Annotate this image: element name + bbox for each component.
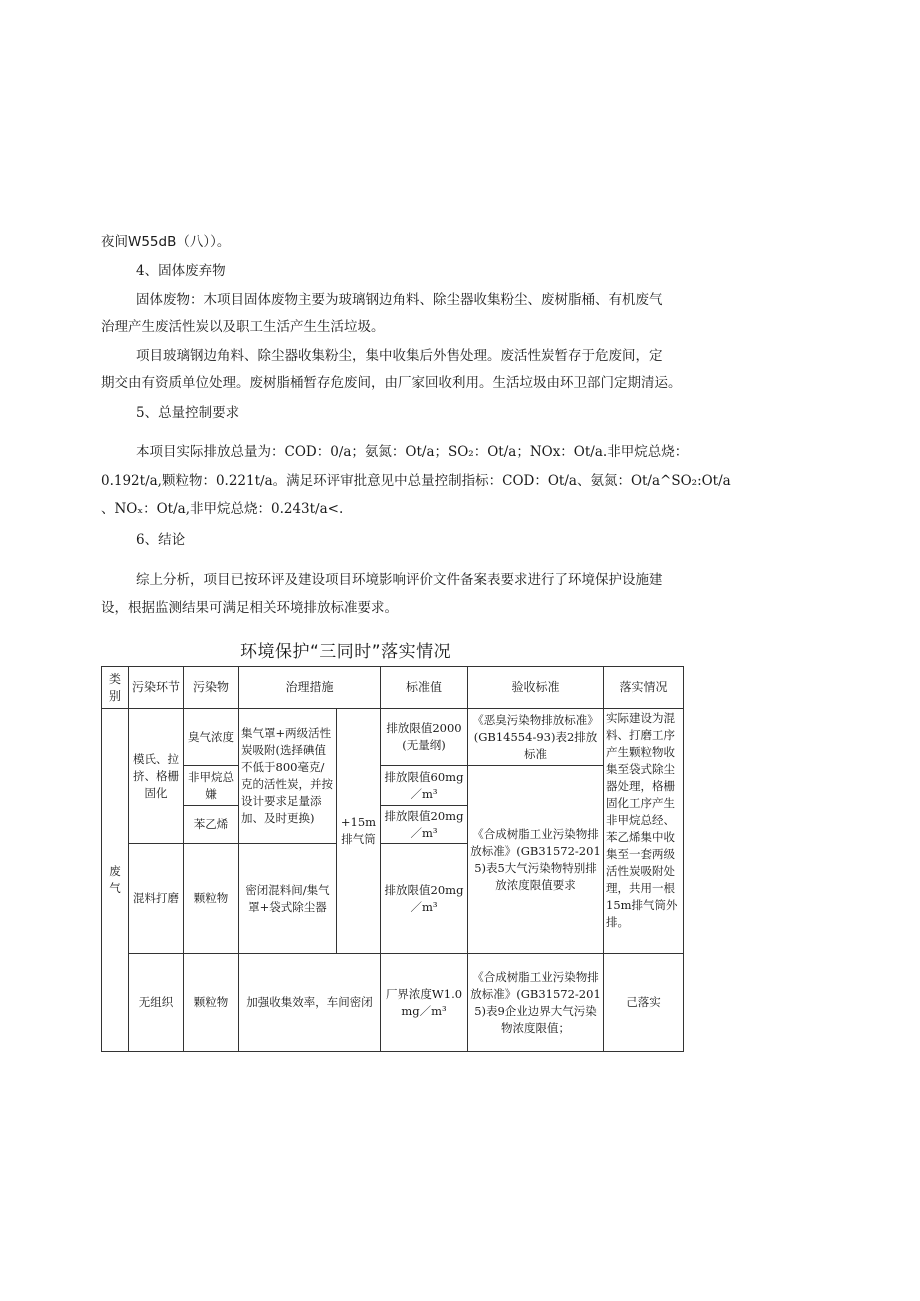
para-conclusion-2: 设，根据监测结果可满足相关环境排放标准要求。 [101, 600, 398, 616]
stack-15m-cell: +15m排气筒 [337, 709, 381, 954]
table-header-row [102, 667, 684, 709]
header-category: 类别 [102, 667, 129, 709]
heading-conclusion: 6、结论 [136, 532, 186, 548]
para-disposal-2: 期交由有资质单位处理。废树脂桶暂存危废间，由厂家回收利用。生活垃圾由环卫部门定期清运。 [101, 375, 682, 391]
std-styrene: 排放限值20mg／m³ [381, 806, 468, 844]
table-row [102, 766, 684, 806]
para-total-2: 0.192t∕a,颗粒物：0.221t∕a。满足环评审批意见中总量控制指标：COD：Ot/a、氨氮：Ot/a^SO₂:Ot/a [101, 473, 731, 489]
line-noise-limit: 夜间W55dB（八））。 [101, 234, 231, 250]
status-implemented: 己落实 [604, 954, 684, 1052]
para-solid-waste-1: 固体废物：木项目固体废物主要为玻璃钢边角料、除尘器收集粉尘、废树脂桶、有机废气 [136, 292, 663, 308]
para-disposal-1: 项目玻璃钢边角料、除尘器收集粉尘，集中收集后外售处理。废活性炭暂存于危废间，定 [136, 348, 663, 364]
header-status: 落实情况 [604, 667, 684, 709]
table-row [102, 954, 684, 1052]
stage-molding-cell: 模氏、拉挤、格栅固化 [129, 709, 184, 844]
std-nmhc: 排放限值60mg／m³ [381, 766, 468, 806]
stage-fugitive: 无组织 [129, 954, 184, 1052]
measure-bag-filter: 密闭混料间/集气罩+袋式除尘器 [239, 844, 337, 954]
para-total-1: 本项目实际排放总量为：COD：0∕a；氨氮：Ot/a；SO₂：Ot/a；NOx：Ot/a.非甲烷总烧： [136, 444, 689, 460]
heading-solid-waste: 4、固体废弃物 [136, 263, 226, 279]
status-implementation: 实际建设为混料、打磨工序产生颗粒物收集至袋式除尘器处理，格栅固化工序产生非甲烷总经、苯乙烯集中收集至一套两级活性炭吸附处理，共用一根15m排气筒外排。 [604, 709, 684, 954]
table-title: 环境保护“三同时”落实情况 [240, 642, 452, 662]
std-boundary-concentration: 厂界浓度W1.0mg／m³ [381, 954, 468, 1052]
acc-odor-standard: 《恶臭污染物排放标准》(GB14554-93)表2排放标准 [468, 709, 604, 766]
category-cell: 废气 [102, 709, 129, 1052]
header-measure: 治理措施 [239, 667, 381, 709]
header-stage: 污染环节 [129, 667, 184, 709]
measure-enclosed-workshop: 加强收集效率，车间密闭 [239, 954, 381, 1052]
three-simultaneous-table [101, 666, 684, 1052]
pollutant-particulate-fugitive: 颗粒物 [184, 954, 239, 1052]
pollutant-styrene: 苯乙烯 [184, 806, 239, 844]
std-odor: 排放限值2000(无量纲) [381, 709, 468, 766]
pollutant-odor: 臭气浓度 [184, 709, 239, 766]
para-solid-waste-2: 治理产生废活性炭以及职工生活产生生活垃圾。 [101, 319, 385, 335]
stage-mixing-grinding: 混料打磨 [129, 844, 184, 954]
heading-total-control: 5、总量控制要求 [136, 405, 240, 421]
header-pollutant: 污染物 [184, 667, 239, 709]
pollutant-nmhc: 非甲烷总嫌 [184, 766, 239, 806]
acc-resin-special-limits: 《合成树脂工业污染物排放标准》(GB31572-2015)表5大气污染物特别排放浓度限值要求 [468, 766, 604, 954]
para-conclusion-1: 综上分析，项目已按环评及建设项目环境影响评价文件备案表要求进行了环境保护设施建 [136, 572, 663, 588]
measure-activated-carbon: 集气罩+两级活性炭吸附(选择碘值不低于800毫克/克的活性炭，并按设计要求足量添加、及时更换) [239, 709, 337, 844]
table-row [102, 709, 684, 766]
header-acceptance-standard: 验收标准 [468, 667, 604, 709]
header-standard-value: 标准值 [381, 667, 468, 709]
pollutant-particulate: 颗粒物 [184, 844, 239, 954]
acc-boundary-limits: 《合成树脂工业污染物排放标准》(GB31572-2015)表9企业边界大气污染物浓度限值； [468, 954, 604, 1052]
para-total-3: 、NOₓ：Ot/a,非甲烷总烧：0.243t∕a<. [101, 501, 344, 517]
std-particulate: 排放限值20mg／m³ [381, 844, 468, 954]
